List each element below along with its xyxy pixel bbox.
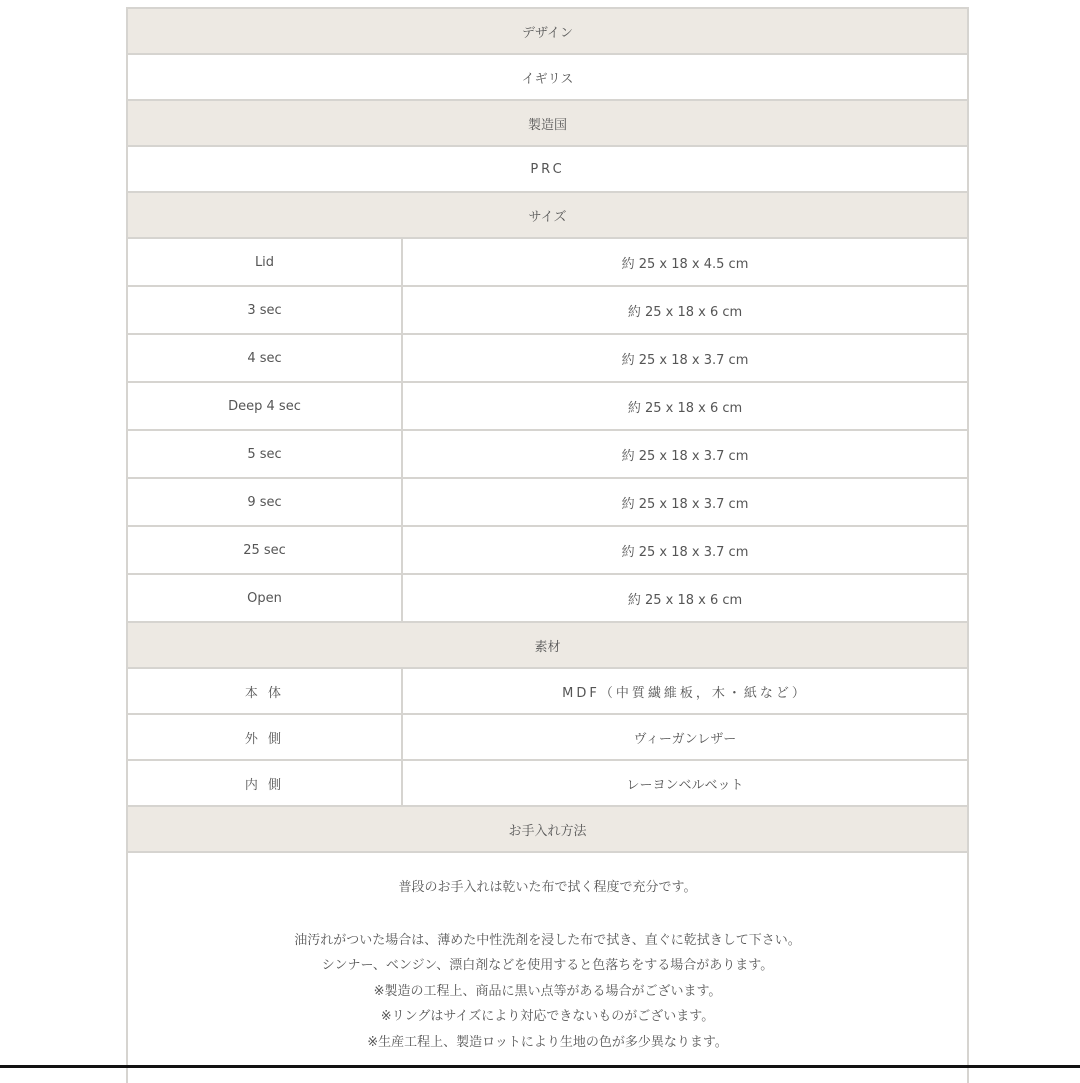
size-label: Open [128, 575, 403, 621]
size-value: 約 25 x 18 x 3.7 cm [621, 496, 749, 512]
origin-header: 製造国 [128, 101, 967, 147]
size-label: 5 sec [128, 431, 403, 477]
material-value: MDF（中質繊維板，木・紙など） [562, 685, 808, 701]
care-line: ※製造の工程上、商品に黒い点等がある場合がございます。 [373, 983, 722, 999]
size-value: 約 25 x 18 x 6 cm [627, 400, 743, 416]
design-header: デザイン [128, 9, 967, 55]
size-row [128, 335, 967, 383]
origin-value: PRC [128, 147, 967, 193]
material-label: 外 側 [128, 715, 403, 759]
size-value: 約 25 x 18 x 6 cm [627, 304, 743, 320]
size-row [128, 527, 967, 575]
care-line: ※生産工程上、製造ロットにより生地の色が多少異なります。 [367, 1034, 728, 1050]
care-header: お手入れ方法 [128, 807, 967, 853]
size-header: サイズ [128, 193, 967, 239]
size-row [128, 575, 967, 623]
design-value: イギリス [128, 55, 967, 101]
size-value: 約 25 x 18 x 6 cm [627, 592, 743, 608]
size-row [128, 287, 967, 335]
care-line: ※リングはサイズにより対応できないものがございます。 [380, 1009, 715, 1024]
size-row [128, 479, 967, 527]
size-label: 3 sec [128, 287, 403, 333]
material-label: 本 体 [128, 669, 403, 713]
size-label: Deep 4 sec [128, 383, 403, 429]
size-label: 4 sec [128, 335, 403, 381]
material-row [128, 715, 967, 761]
size-label: 9 sec [128, 479, 403, 525]
care-instructions [128, 853, 967, 1083]
material-row [128, 761, 967, 807]
material-value: レーヨンベルベット [626, 777, 744, 793]
care-line: 油汚れがついた場合は、薄めた中性洗剤を浸した布で拭き、直ぐに乾拭きして下さい。 [294, 932, 801, 948]
size-row [128, 431, 967, 479]
size-value: 約 25 x 18 x 3.7 cm [621, 352, 749, 368]
material-header: 素材 [128, 623, 967, 669]
material-value: ヴィーガンレザー [633, 731, 737, 747]
size-row [128, 239, 967, 287]
size-value: 約 25 x 18 x 4.5 cm [621, 256, 749, 272]
care-line: シンナー、ベンジン、漂白剤などを使用すると色落ちをする場合があります。 [321, 958, 774, 973]
material-row [128, 669, 967, 715]
size-label: Lid [128, 239, 403, 285]
care-intro: 普段のお手入れは乾いた布で拭く程度で充分です。 [398, 880, 697, 895]
size-value: 約 25 x 18 x 3.7 cm [621, 544, 749, 560]
size-row [128, 383, 967, 431]
material-label: 内 側 [128, 761, 403, 805]
size-value: 約 25 x 18 x 3.7 cm [621, 448, 749, 464]
product-spec-table [126, 7, 969, 1083]
size-label: 25 sec [128, 527, 403, 573]
